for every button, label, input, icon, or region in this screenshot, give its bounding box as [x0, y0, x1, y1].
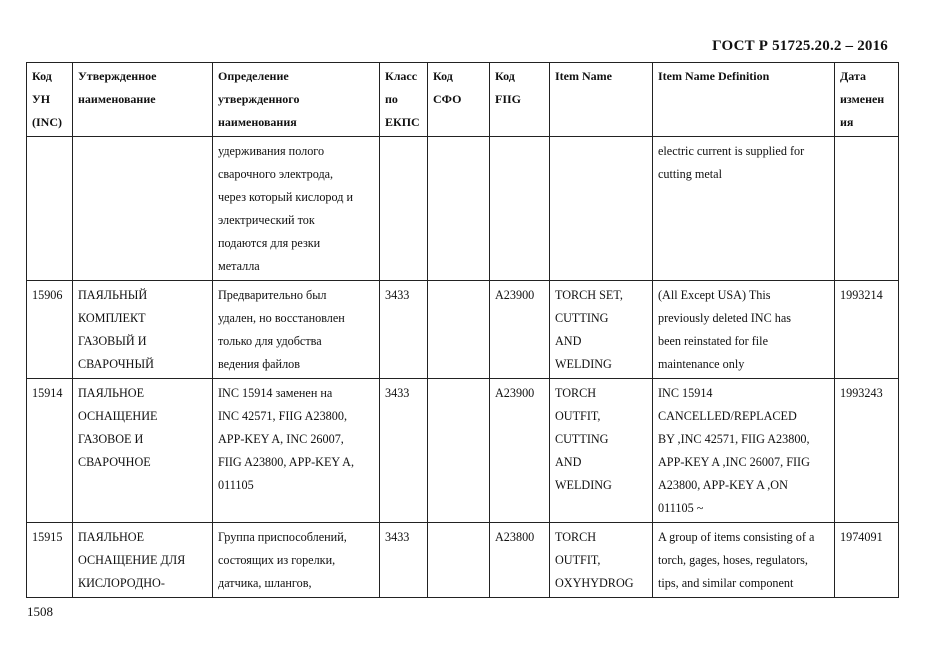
cell-sfo-code [428, 523, 490, 598]
cell-definition: Группа приспособлений, состоящих из горелки, датчика, шлангов, [213, 523, 380, 598]
cell-class: 3433 [380, 379, 428, 523]
table-header-row [27, 63, 899, 137]
column-header-change-date: Дата изменен ия [835, 63, 899, 137]
cell-item-name: TORCH SET, CUTTING AND WELDING [550, 281, 653, 379]
cell-item-name-definition: A group of items consisting of a torch, gages, hoses, regulators, tips, and similar component [653, 523, 835, 598]
cell-change-date: 1974091 [835, 523, 899, 598]
column-header-fiig-code: Код FIIG [490, 63, 550, 137]
cell-fiig-code [490, 137, 550, 281]
cell-class [380, 137, 428, 281]
column-header-class: Класс по ЕКПС [380, 63, 428, 137]
cell-fiig-code: A23900 [490, 379, 550, 523]
column-header-sfo-code: Код СФО [428, 63, 490, 137]
cell-change-date: 1993243 [835, 379, 899, 523]
cell-sfo-code [428, 379, 490, 523]
column-header-item-name-definition: Item Name Definition [653, 63, 835, 137]
cell-inc: 15915 [27, 523, 73, 598]
table-row [27, 281, 899, 379]
cell-change-date [835, 137, 899, 281]
table-row [27, 379, 899, 523]
cell-item-name: TORCH OUTFIT, OXYHYDROG [550, 523, 653, 598]
table-row [27, 137, 899, 281]
cell-approved-name [73, 137, 213, 281]
cell-inc: 15914 [27, 379, 73, 523]
cell-class: 3433 [380, 523, 428, 598]
cell-fiig-code: A23900 [490, 281, 550, 379]
cell-class: 3433 [380, 281, 428, 379]
cell-change-date: 1993214 [835, 281, 899, 379]
cell-fiig-code: A23800 [490, 523, 550, 598]
cell-item-name: TORCH OUTFIT, CUTTING AND WELDING [550, 379, 653, 523]
cell-approved-name: ПАЯЛЬНЫЙ КОМПЛЕКТ ГАЗОВЫЙ И СВАРОЧНЫЙ [73, 281, 213, 379]
page-number: 1508 [27, 604, 53, 619]
cell-inc: 15906 [27, 281, 73, 379]
cell-item-name-definition: INC 15914 CANCELLED/REPLACED BY ,INC 42571, FIIG A23800, APP-KEY A ,INC 26007, FIIG A23800, APP-KEY A ,ON 011105 ~ [653, 379, 835, 523]
cell-sfo-code [428, 137, 490, 281]
catalog-table [26, 62, 899, 598]
cell-approved-name: ПАЯЛЬНОЕ ОСНАЩЕНИЕ ДЛЯ КИСЛОРОДНО- [73, 523, 213, 598]
cell-definition: удерживания полого сварочного электрода, через который кислород и электрический ток подаются для резки металла [213, 137, 380, 281]
cell-definition: Предварительно был удален, но восстановлен только для удобства ведения файлов [213, 281, 380, 379]
table-row [27, 523, 899, 598]
cell-inc [27, 137, 73, 281]
cell-item-name [550, 137, 653, 281]
column-header-definition: Определение утвержденного наименования [213, 63, 380, 137]
cell-approved-name: ПАЯЛЬНОЕ ОСНАЩЕНИЕ ГАЗОВОЕ И СВАРОЧНОЕ [73, 379, 213, 523]
cell-sfo-code [428, 281, 490, 379]
column-header-item-name: Item Name [550, 63, 653, 137]
column-header-approved-name: Утвержденное наименование [73, 63, 213, 137]
column-header-inc: Код УН (INC) [27, 63, 73, 137]
cell-item-name-definition: (All Except USA) This previously deleted INC has been reinstated for file maintenance only [653, 281, 835, 379]
cell-definition: INC 15914 заменен на INC 42571, FIIG A23800, APP-KEY A, INC 26007, FIIG A23800, APP-KEY A, 011105 [213, 379, 380, 523]
document-header: ГОСТ Р 51725.20.2 – 2016 [712, 38, 888, 54]
cell-item-name-definition: electric current is supplied for cutting metal [653, 137, 835, 281]
